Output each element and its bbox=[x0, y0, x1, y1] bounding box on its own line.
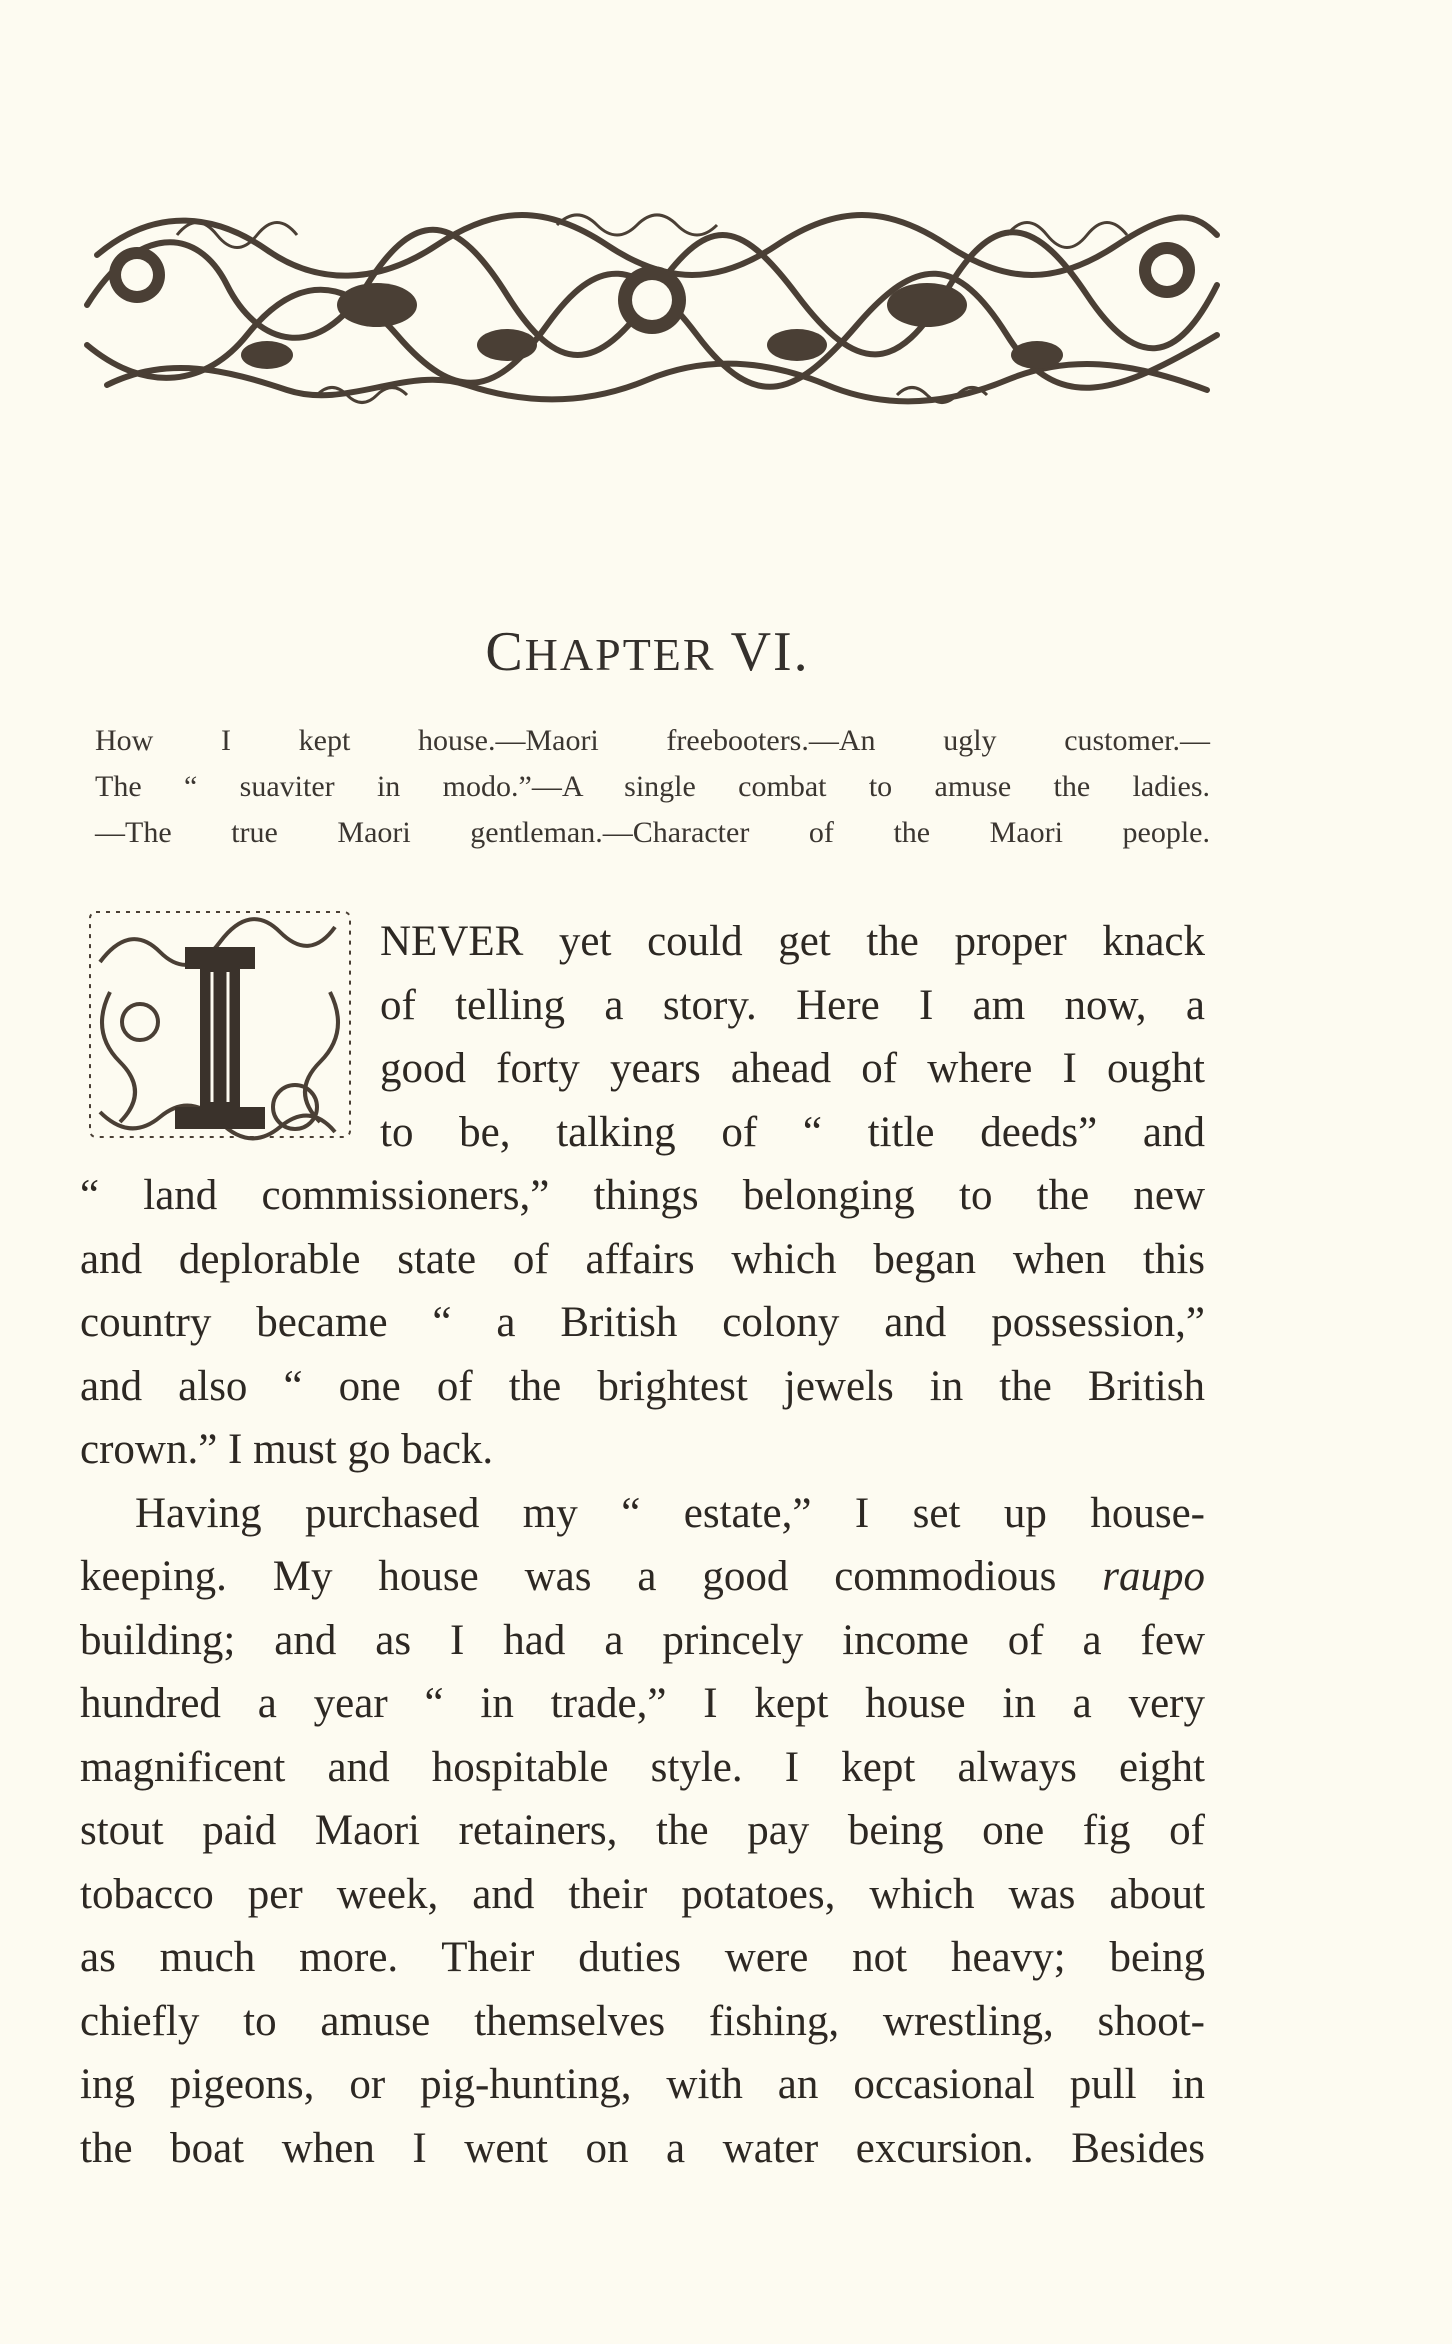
chapter-heading bbox=[0, 620, 1295, 684]
text-line: as much more. Their duties were not heavy; being bbox=[80, 1934, 1205, 1981]
floral-headpiece-ornament-icon bbox=[77, 195, 1227, 410]
text-line: “ land commissioners,” things belonging to the new bbox=[80, 1172, 1205, 1219]
text-line: stout paid Maori retainers, the pay being one fig of bbox=[80, 1807, 1205, 1854]
text-line: NEVER yet could get the proper knack bbox=[380, 918, 1205, 965]
chapter-number: VI. bbox=[730, 621, 810, 683]
text-line: hundred a year “ in trade,” I kept house in a very bbox=[80, 1680, 1205, 1727]
text-line-with-italic bbox=[80, 1545, 1205, 1609]
text-line: the boat when I went on a water excursion. Besides bbox=[80, 2124, 1205, 2172]
synopsis-line: —The true Maori gentleman.—Character of the Maori people. bbox=[95, 816, 1210, 849]
text-line: ing pigeons, or pig-hunting, with an occasional pull in bbox=[80, 2061, 1205, 2108]
text-line: country became “ a British colony and possession,” bbox=[80, 1299, 1205, 1346]
text-line: tobacco per week, and their potatoes, which was about bbox=[80, 1870, 1205, 1918]
text-line: of telling a story. Here I am now, a bbox=[380, 981, 1205, 1029]
synopsis-line: How I kept house.—Maori freebooters.—An ugly customer.— bbox=[95, 724, 1210, 757]
italic-term: raupo bbox=[1102, 1553, 1205, 1600]
chapter-synopsis bbox=[95, 718, 1210, 856]
text-line: chiefly to amuse themselves fishing, wrestling, shoot- bbox=[80, 1997, 1205, 2045]
text-line: to be, talking of “ title deeds” and bbox=[380, 1108, 1205, 1156]
text-line: crown.” I must go back. bbox=[80, 1426, 494, 1473]
text-line: magnificent and hospitable style. I kept always eight bbox=[80, 1743, 1205, 1791]
synopsis-line: The “ suaviter in modo.”—A single combat to amuse the ladies. bbox=[95, 770, 1210, 803]
text-line: building; and as I had a princely income of a few bbox=[80, 1616, 1205, 1664]
text-line: Having purchased my “ estate,” I set up house- bbox=[135, 1489, 1205, 1537]
chapter-body bbox=[80, 910, 1205, 2180]
text-line: and also “ one of the brightest jewels in the British bbox=[80, 1362, 1205, 1410]
text-run: keeping. My house was a good commodious bbox=[80, 1553, 1103, 1600]
chapter-prefix-rest: HAPTER bbox=[524, 629, 716, 680]
chapter-prefix-cap: C bbox=[485, 621, 525, 683]
text-line: and deplorable state of affairs which began when this bbox=[80, 1235, 1205, 1283]
text-line: good forty years ahead of where I ought bbox=[380, 1045, 1205, 1092]
